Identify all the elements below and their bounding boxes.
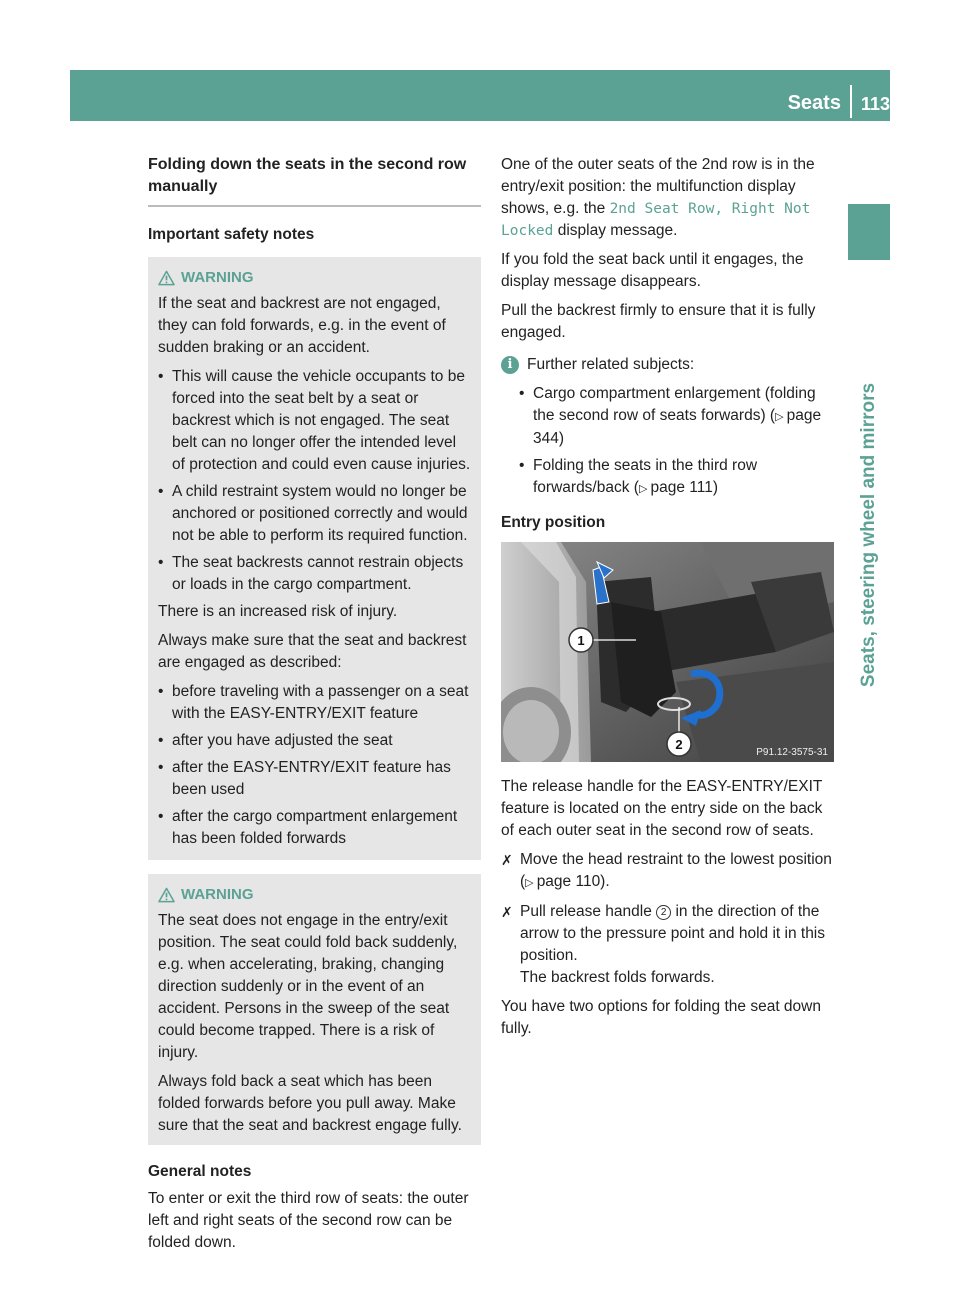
- list-item: • This will cause the vehicle occupants to be forced into the seat belt by a seat or backrest which is not engaged. The seat belt can no longer offer the intended level of protection and could even cause injuries.: [158, 368, 471, 473]
- list-item: • Cargo compartment enlargement (folding the second row of seats forwards) (▷ page 344): [519, 385, 822, 447]
- warning-label: WARNING: [181, 886, 254, 903]
- list-item: • after the EASY-ENTRY/EXIT feature has been used: [158, 759, 451, 798]
- running-header: [788, 88, 890, 118]
- left-column: [148, 154, 481, 1261]
- warning-header: [158, 267, 473, 289]
- related-list: [501, 383, 834, 500]
- warning-text: The seat does not engage in the entry/exit position. The seat could fold back suddenly, e.g. when accelerating, braking, changing direction suddenly or in the event of an accident. Persons in the sweep of the seat could become trapped. There is a risk of injury.: [158, 912, 458, 1061]
- step-marker-icon: ✗: [501, 904, 513, 920]
- engage-bullets: [158, 681, 473, 850]
- info-icon: i: [501, 356, 519, 374]
- header-bar: [70, 70, 890, 121]
- risk-text: There is an increased risk of injury.: [158, 603, 398, 620]
- general-text: To enter or exit the third row of seats: the outer left and right seats of the second row can be folded down.: [148, 1190, 469, 1251]
- warning-label: WARNING: [181, 269, 254, 286]
- paragraph: The release handle for the EASY-ENTRY/EXIT feature is located on the entry side on the back of each outer seat in the second row of seats.: [501, 778, 823, 839]
- right-column: [501, 154, 834, 1047]
- warning-text-2: Always fold back a seat which has been folded forwards before you pull away. Make sure that the seat and backrest engage fully.: [158, 1073, 462, 1134]
- list-item: • Folding the seats in the third row forwards/back (▷ page 111): [519, 457, 758, 496]
- warning-triangle-icon: [158, 270, 175, 286]
- warning-intro: If the seat and backrest are not engaged, they can fold forwards, e.g. in the event of sudden braking or an accident.: [158, 295, 446, 356]
- warning-header: [158, 884, 473, 906]
- page-ref-arrow-icon: ▷: [525, 877, 537, 889]
- photo-ref-code: P91.12-3575-31: [756, 747, 828, 758]
- seat-photo: [501, 542, 834, 762]
- list-item: • A child restraint system would no longer be anchored or positioned correctly and would not be able to perform its required function.: [158, 483, 468, 544]
- always-text: Always make sure that the seat and backrest are engaged as described:: [158, 632, 467, 671]
- warning-box-1: [148, 257, 481, 860]
- info-header: [501, 354, 834, 376]
- page-ref[interactable]: page 110).: [536, 873, 610, 890]
- list-item: • The seat backrests cannot restrain objects or loads in the cargo compartment.: [158, 554, 464, 593]
- entry-heading: Entry position: [501, 514, 606, 531]
- step-result: The backrest folds forwards.: [520, 969, 715, 986]
- general-heading: General notes: [148, 1163, 252, 1180]
- chapter-tab: [848, 204, 890, 260]
- warning-box-2: [148, 874, 481, 1145]
- step-marker-icon: ✗: [501, 852, 513, 868]
- step-item: ✗ Move the head restraint to the lowest position (▷ page 110).: [501, 851, 832, 890]
- section-heading: Folding down the seats in the second row manually: [148, 154, 481, 207]
- section-title: Seats: [787, 92, 841, 114]
- page-ref[interactable]: page 111): [650, 479, 718, 496]
- warning-bullets: [158, 366, 473, 596]
- page-ref-arrow-icon: ▷: [638, 483, 651, 495]
- callout-2: 2: [675, 737, 683, 752]
- display-message-code: 2nd Seat Row, Right Not Locked: [501, 201, 811, 239]
- paragraph: One of the outer seats of the 2nd row is in the entry/exit position: the multifunction display shows, e.g. the 2nd Seat Row, Right Not Locked display message.: [501, 156, 815, 239]
- warning-triangle-icon: [158, 887, 175, 903]
- page-ref-arrow-icon: ▷: [775, 411, 787, 423]
- steps-list: [501, 849, 834, 989]
- callout-ref-2: 2: [656, 905, 671, 920]
- list-item: • after you have adjusted the seat: [158, 732, 393, 749]
- page-ref[interactable]: page 344): [533, 407, 822, 447]
- chapter-label-text: Seats, steering wheel and mirrors: [858, 382, 879, 688]
- list-item: • before traveling with a passenger on a seat with the EASY-ENTRY/EXIT feature: [158, 683, 469, 722]
- info-label: Further related subjects:: [527, 356, 695, 373]
- safety-heading: Important safety notes: [148, 226, 315, 243]
- step-item: ✗ Pull release handle 2 in the direction of the arrow to the pressure point and hold it in this position. The backrest folds forwards.: [501, 903, 826, 986]
- callout-1: 1: [577, 633, 585, 648]
- list-item: • after the cargo compartment enlargement has been folded forwards: [158, 808, 458, 847]
- page-number: 113: [860, 94, 890, 114]
- paragraph: If you fold the seat back until it engages, the display message disappears.: [501, 251, 804, 290]
- paragraph: Pull the backrest firmly to ensure that it is fully engaged.: [501, 302, 816, 341]
- paragraph: You have two options for folding the seat down fully.: [501, 998, 821, 1037]
- chapter-side-label: [848, 270, 890, 800]
- seat-illustration: [501, 542, 834, 762]
